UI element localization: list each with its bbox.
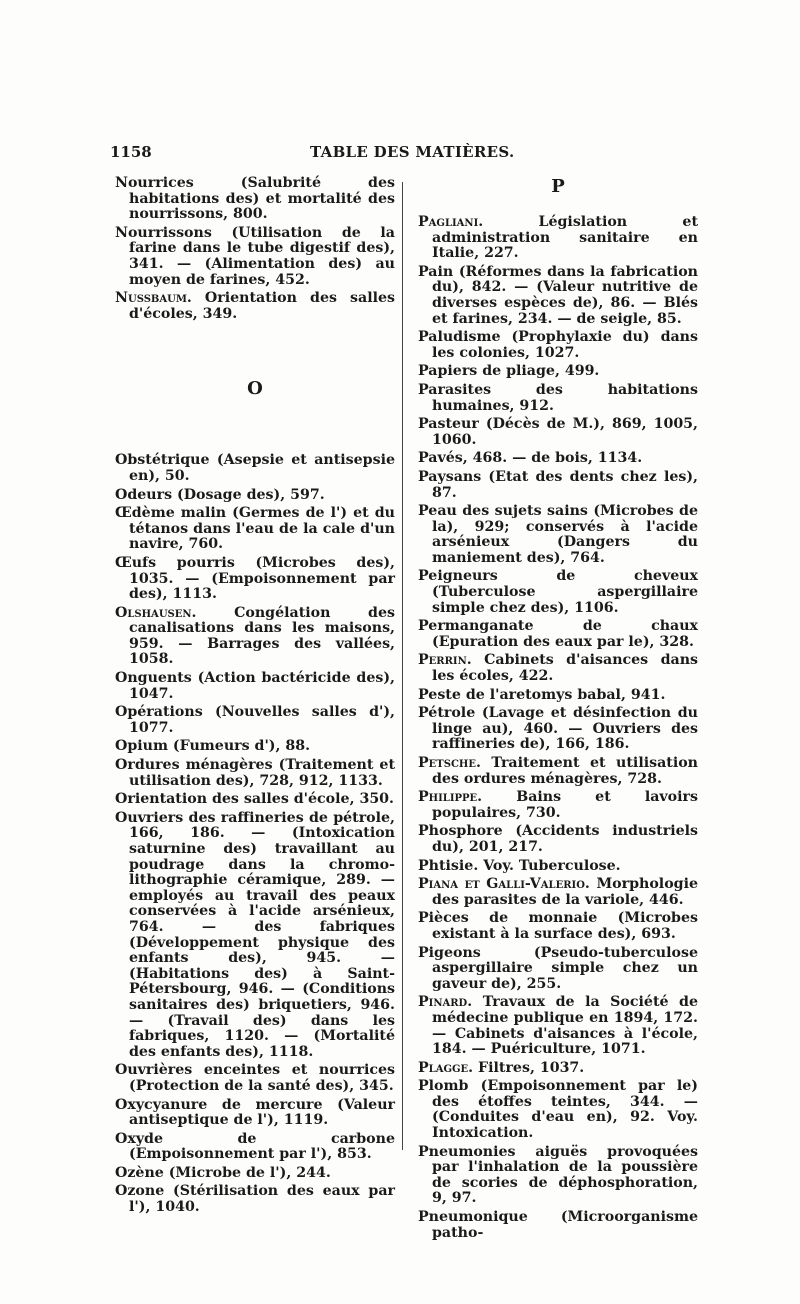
- entry-text: Pièces de monnaie (Microbes existant à la surface des), 693.: [418, 910, 698, 942]
- index-entry: [418, 504, 698, 566]
- entry-text: Ordures ménagères (Traitement et utilisation des), 728, 912, 1133.: [115, 757, 395, 789]
- entry-text: Nourrissons (Utilisation de la farine dans le tube digestif des), 341. — (Alimentation des) au moyen de farines, 452.: [115, 224, 395, 288]
- entry-text: Cabinets d'aisances dans les écoles, 422.: [432, 652, 698, 685]
- entry-text: Pétrole (Lavage et désinfection du linge au), 460. — Ouvriers des raffineries de), 166, 186.: [418, 705, 698, 753]
- author-name: Perrin.: [418, 652, 472, 669]
- entry-text: Peigneurs de cheveux (Tuberculose aspergillaire simple chez des), 1106.: [418, 568, 698, 616]
- entry-text: Oxyde de carbone (Empoisonnement par l'), 853.: [115, 1130, 395, 1163]
- entry-text: Obstétrique (Asepsie et antisepsie en), 50.: [115, 452, 395, 484]
- index-entry: [418, 859, 698, 875]
- index-entry: [115, 176, 395, 223]
- index-entry: [418, 330, 698, 361]
- entry-text: Papiers de pliage, 499.: [418, 363, 600, 380]
- index-entry: [115, 453, 395, 484]
- index-entry: [418, 911, 698, 942]
- index-entry: [115, 758, 395, 789]
- index-entry: [418, 451, 698, 467]
- entry-text: Phtisie. Voy. Tuberculose.: [418, 857, 621, 874]
- index-entry: [418, 470, 698, 501]
- index-entry: [115, 811, 395, 1061]
- index-entry: [115, 556, 395, 603]
- index-entry: [418, 619, 698, 650]
- entry-text: Ozone (Stérilisation des eaux par l'), 1040.: [115, 1183, 395, 1216]
- author-name: Piana et Galli-Valerio.: [418, 876, 590, 893]
- running-title: TABLE DES MATIÈRES.: [310, 143, 515, 161]
- index-entry: [115, 506, 395, 553]
- entry-text: Paludisme (Prophylaxie du) dans les colonies, 1027.: [418, 329, 698, 361]
- entry-text: Filtres, 1037.: [473, 1059, 585, 1076]
- index-entry: [418, 995, 698, 1057]
- entry-text: Pain (Réformes dans la fabrication du), 842. — (Valeur nutritive de diverses espèces de), 86. — Blés et farines, 234. — de seigle, 85.: [418, 263, 698, 327]
- index-entry: [115, 671, 395, 702]
- index-entry: [115, 739, 395, 755]
- entry-text: Congélation des canalisations dans les maisons, 959. — Barrages des vallées, 1058.: [129, 604, 395, 668]
- column-divider: [402, 182, 403, 1150]
- author-name: Nussbaum.: [115, 290, 192, 307]
- entry-text: Permanganate de chaux (Epuration des eaux par le), 328.: [418, 618, 698, 650]
- index-entry: [115, 1132, 395, 1163]
- entry-text: Peste de l'aretomys babal, 941.: [418, 686, 666, 703]
- entry-text: Pneumonique (Microorganisme patho-: [418, 1209, 698, 1241]
- entry-text: Opérations (Nouvelles salles d'), 1077.: [115, 704, 395, 736]
- entry-text: Orientation des salles d'école, 350.: [115, 791, 394, 808]
- index-entry: [418, 688, 698, 704]
- author-name: Olshausen.: [115, 604, 197, 621]
- index-entry: [418, 946, 698, 993]
- entry-text: Œdème malin (Germes de l') et du tétanos dans l'eau de la cale d'un navire, 760.: [115, 505, 395, 553]
- index-entry: [115, 1184, 395, 1215]
- entry-text: Paysans (Etat des dents chez les), 87.: [418, 468, 698, 501]
- entry-text: Nourrices (Salubrité des habitations des) et mortalité des nourrissons, 800.: [115, 175, 395, 223]
- index-entry: [115, 226, 395, 288]
- entry-text: Pneumonies aiguës provoquées par l'inhalation de la poussière de scories de déphosphoration, 9, 97.: [418, 1143, 698, 1207]
- entry-text: Ouvriers des raffineries de pétrole, 166, 186. — (Intoxication saturnine des) travaillant au poudrage dans la chromo-lithographie céramique, 289. — employés au travail des peaux conservées à l'acide arsénieux, 764. — des fabriques (Développement physique des enfants des), 945. — (Habitations des) à Saint-Pétersbourg, 946. — (Conditions sanitaires des) briquetiers, 946. — (Travail des) dans les fabriques, 1120. — (Mortalité des enfants des), 1118.: [115, 809, 395, 1060]
- author-name: Pagliani.: [418, 214, 484, 230]
- entry-text: Plomb (Empoisonnement par le) des étoffes teintes, 344. — (Conduites d'eau en), 92. Voy. Intoxication.: [418, 1078, 698, 1142]
- entry-text: Législation et administration sanitaire en Italie, 227.: [432, 214, 698, 262]
- entries-o: [115, 453, 395, 1215]
- entry-text: Travaux de la Société de médecine publique en 1894, 172. — Cabinets d'aisances à l'école, 184. — Puériculture, 1071.: [432, 994, 698, 1058]
- entry-text: Phosphore (Accidents industriels du), 201, 217.: [418, 823, 698, 855]
- index-entry: [115, 291, 395, 322]
- index-entry: [115, 705, 395, 736]
- index-entry: [418, 1145, 698, 1207]
- author-name: Pinard.: [418, 994, 473, 1011]
- index-entry: [418, 1079, 698, 1141]
- entry-text: Pavés, 468. — de bois, 1134.: [418, 450, 643, 467]
- index-entry: [418, 1210, 698, 1241]
- index-entry: [418, 824, 698, 855]
- entry-text: Bains et lavoirs populaires, 730.: [432, 789, 698, 821]
- index-entry: [418, 756, 698, 787]
- section-letter-p: P: [551, 176, 565, 197]
- right-column: [418, 176, 698, 1244]
- index-entry: [115, 606, 395, 668]
- entry-text: Oxycyanure de mercure (Valeur antiseptique de l'), 1119.: [115, 1096, 395, 1129]
- index-entry: [418, 383, 698, 414]
- index-entry: [418, 215, 698, 262]
- index-entry: [418, 1061, 698, 1077]
- entries-p: [418, 215, 698, 1241]
- entry-text: Opium (Fumeurs d'), 88.: [115, 738, 311, 755]
- index-entry: [418, 877, 698, 908]
- entry-text: Pigeons (Pseudo-tuberculose aspergillaire simple chez un gaveur de), 255.: [418, 944, 698, 992]
- index-entry: [115, 792, 395, 808]
- index-entry: [115, 1098, 395, 1129]
- entry-text: Traitement et utilisation des ordures ménagères, 728.: [432, 755, 698, 787]
- index-entry: [418, 653, 698, 684]
- index-entry: [418, 265, 698, 327]
- entry-text: Pasteur (Décès de M.), 869, 1005, 1060.: [418, 416, 698, 448]
- index-entry: [115, 488, 395, 504]
- index-entry: [418, 790, 698, 821]
- entry-text: Morphologie des parasites de la variole, 446.: [432, 876, 698, 908]
- entries-n: [115, 176, 395, 322]
- author-name: Plagge.: [418, 1059, 474, 1076]
- entry-text: Orientation des salles d'écoles, 349.: [129, 290, 395, 322]
- author-name: Petsche.: [418, 755, 481, 771]
- left-column: [115, 176, 395, 1219]
- entry-text: Ozène (Microbe de l'), 244.: [115, 1164, 331, 1181]
- entry-text: Œufs pourris (Microbes des), 1035. — (Empoisonnement par des), 1113.: [115, 554, 395, 603]
- index-entry: [418, 706, 698, 753]
- index-entry: [418, 364, 698, 380]
- index-entry: [115, 1166, 395, 1182]
- section-letter-o: O: [247, 378, 263, 400]
- index-entry: [115, 1063, 395, 1094]
- index-entry: [418, 417, 698, 448]
- entry-text: Onguents (Action bactéricide des), 1047.: [115, 670, 395, 702]
- entry-text: Parasites des habitations humaines, 912.: [418, 381, 698, 414]
- page-number: 1158: [110, 143, 152, 161]
- entry-text: Odeurs (Dosage des), 597.: [115, 486, 325, 503]
- entry-text: Ouvrières enceintes et nourrices (Protection de la santé des), 345.: [115, 1062, 395, 1094]
- entry-text: Peau des sujets sains (Microbes de la), 929; conservés à l'acide arsénieux (Dangers du maniement des), 764.: [418, 503, 698, 566]
- page-header: [110, 143, 690, 167]
- author-name: Philippe.: [418, 789, 483, 806]
- index-entry: [418, 569, 698, 616]
